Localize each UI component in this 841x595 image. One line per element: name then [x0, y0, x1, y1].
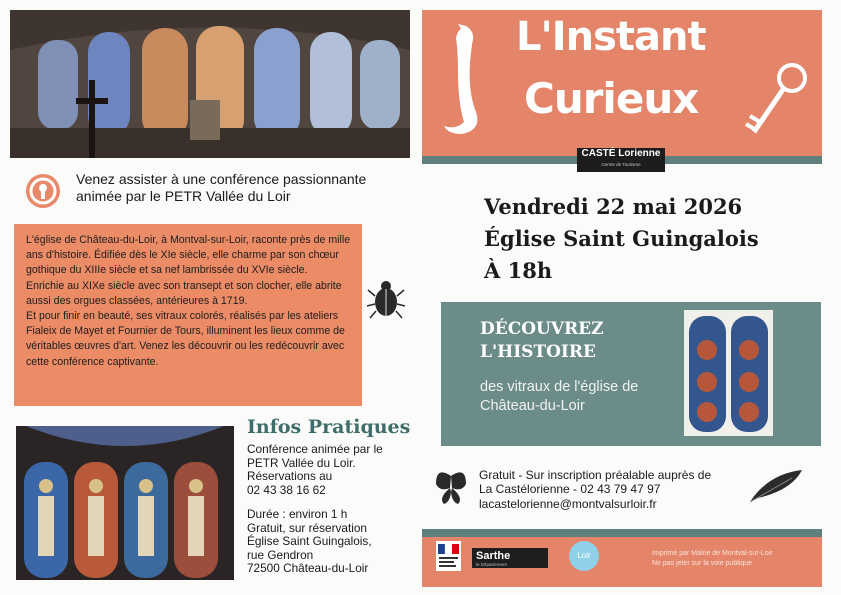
title-line-1: L'Instant [516, 14, 706, 60]
intro-text: Venez assister à une conférence passionnante animée par le PETR Vallée du Loir [76, 171, 367, 204]
lizard-icon [436, 22, 506, 143]
discover-title: DÉCOUVREZ L'HISTOIRE [480, 319, 604, 362]
stained-glass-photo [16, 426, 234, 580]
history-text: L'église de Château-du-Loir, à Montval-sur-Loir, raconte près de mille ans d'histoire. Édifiée dès le XIe siècle, elle charme par son chœur gothique du XIIIe siècle et sa nef lambrissée du XVIe siècle. Enrichie au XIXe siècle avec son transept et son clocher, elle abrite aussi des orgues classées, antérieures à 1719. Et pour finir en beauté, ses vitraux colorés, réalisés par les ateliers Fialeix de Mayet et Fournier de Tours, illuminent les lieux comme de véritables œuvres d'art. Venez les découvrir ou les redécouvrir avec cette conférence captivante. [26, 234, 351, 368]
contact-info: Gratuit - Sur inscription préalable auprès de La Castélorienne - 02 43 79 47 97 lacastelorienne@montvalsurloir.fr [479, 468, 712, 511]
infos-block-1: Conférence animée par le PETR Vallée du Loir. Réservations au 02 43 38 16 62 [247, 442, 383, 497]
infos-block-2: Durée : environ 1 h Gratuit, sur réservation Église Saint Guingalois, rue Gendron 72500 Château-du-Loir [247, 507, 372, 576]
key-icon [744, 60, 810, 149]
butterfly-icon [434, 468, 468, 511]
title-line-2: Curieux [524, 74, 699, 123]
church-interior-photo [10, 10, 410, 158]
sarthe-logo: Sarthe le Département [472, 548, 548, 568]
beetle-icon [366, 276, 406, 325]
footer-divider [422, 529, 822, 537]
feather-icon [748, 468, 804, 509]
event-place: Église Saint Guingalois [484, 226, 759, 251]
loir-logo: Loir [569, 541, 599, 571]
cross-icon [72, 80, 112, 158]
footer-credit: Imprimé par Mairie de Montval-sur-Loir Ne pas jeter sur la voie publique [652, 550, 773, 567]
republique-francaise-logo [436, 541, 461, 571]
castelorienne-logo: CASTÉ Lorienne Centre de Tourisme [577, 148, 665, 172]
infos-title: Infos Pratiques [247, 416, 411, 438]
event-date: Vendredi 22 mai 2026 [484, 194, 743, 219]
key-hole-icon [26, 174, 60, 208]
event-time: À 18h [484, 258, 553, 283]
discover-subtitle: des vitraux de l'église de Château-du-Loir [480, 379, 639, 414]
stained-glass-thumbnail [684, 310, 773, 436]
